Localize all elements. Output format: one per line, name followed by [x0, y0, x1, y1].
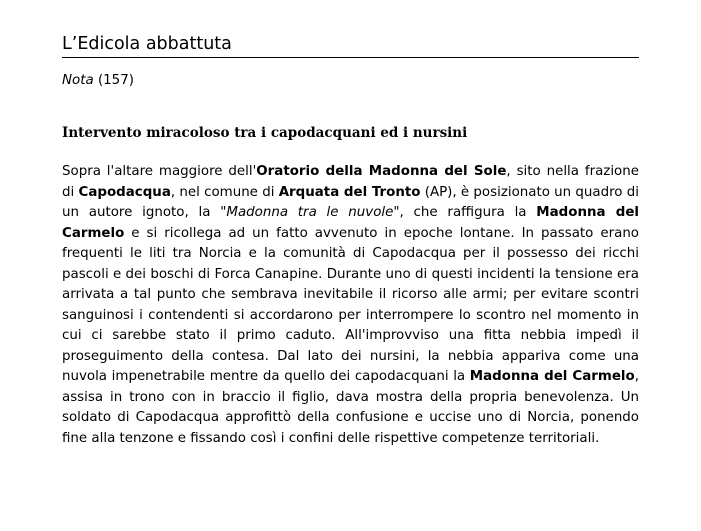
text-run: , assisa in trono con in braccio il figlio, dava mostra della propria benevolenza. Un soldato di Capodacqua approfittò della confusione e uccise uno di Norcia, ponendo fine alla tenzone e fissando così i confini delle rispettive competenze territoriali.	[62, 369, 639, 446]
section-heading: Intervento miracoloso tra i capodacquani ed i nursini	[62, 125, 468, 141]
text-run: (AP), è posizionato un quadro di un autore ignoto, la "	[62, 184, 639, 220]
text-run: ", che raffigura la	[393, 205, 537, 220]
place-name-oratorio: Oratorio della Madonna del Sole	[256, 164, 507, 179]
title-divider	[62, 57, 639, 58]
note-number: (157)	[97, 73, 134, 88]
place-name-arquata: Arquata del Tronto	[278, 184, 421, 200]
text-run: , sito nella frazione di	[62, 164, 639, 200]
text-run: e si ricollega ad un fatto avvenuto in epoche lontane. In passato erano frequenti le liti tra Norcia e la comunità di Capodacqua per il possesso dei ricchi pascoli e dei boschi di Forca Canapine. Durante uno di questi incidenti la tensione era arrivata a tal punto che sembrava inevitabile il ricorso alle armi; per evitare scontri sanguinosi i contendenti si accordarono per interrompere lo scontro nel momento in cui ci sarebbe stato il primo caduto. All'improvviso una fitta nebbia impedì il proseguimento della contesa. Dal lato dei nursini, la nebbia appariva come una nuvola impenetrabile mentre da quello dei capodacquani la	[62, 225, 639, 384]
place-name-capodacqua: Capodacqua	[78, 184, 171, 200]
madonna-del-carmelo-name: Madonna del Carmelo	[469, 369, 635, 384]
artwork-title: Madonna tra le nuvole	[226, 205, 394, 220]
note-reference	[62, 71, 134, 91]
text-run: , nel comune di	[170, 184, 279, 200]
note-label: Nota	[62, 73, 94, 88]
body-paragraph	[62, 162, 639, 449]
madonna-del-carmelo-name: Madonna del Carmelo	[62, 205, 639, 241]
page-title: L’Edicola abbattuta	[62, 34, 232, 54]
text-run: Sopra l'altare maggiore dell'	[62, 164, 257, 179]
